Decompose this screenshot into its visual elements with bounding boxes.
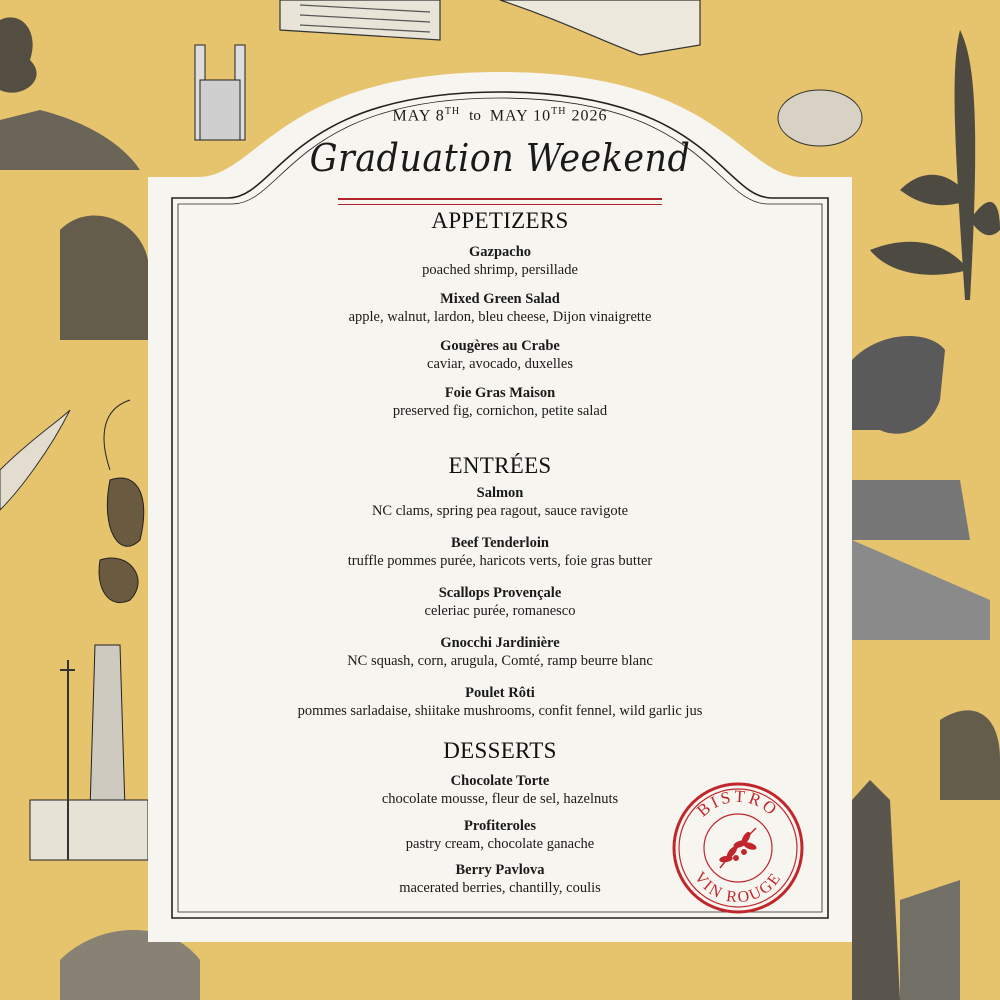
menu-item-name: Berry Pavlova: [455, 862, 545, 878]
menu-item-description: macerated berries, chantilly, coulis: [399, 880, 601, 896]
olive-branch-icon: [720, 828, 757, 868]
menu-item-description: preserved fig, cornichon, petite salad: [392, 403, 608, 419]
start-date: MAY 8: [392, 107, 445, 125]
end-date-suffix: TH: [551, 106, 567, 117]
menu-item-description: caviar, avocado, duxelles: [427, 356, 573, 372]
menu-item-description: truffle pommes purée, haricots verts, foie gras butter: [347, 553, 653, 569]
menu-item-description: celeriac purée, romanesco: [424, 603, 576, 619]
stamp-top-text: BISTRO: [693, 786, 783, 821]
menu-item-name: Foie Gras Maison: [444, 385, 556, 401]
menu-item-description: NC clams, spring pea ragout, sauce ravigote: [371, 503, 629, 519]
menu-item: [148, 584, 852, 620]
menu-item-description: poached shrimp, persillade: [422, 262, 578, 278]
menu-item-name: Beef Tenderloin: [451, 535, 549, 551]
menu-item: [148, 384, 852, 420]
title-divider: [338, 198, 662, 205]
menu-item: [148, 684, 852, 720]
menu-item-description: pommes sarladaise, shiitake mushrooms, confit fennel, wild garlic jus: [297, 703, 703, 719]
menu-item-name: Mixed Green Salad: [440, 291, 560, 307]
menu-item: [148, 484, 852, 520]
event-year: 2026: [571, 107, 608, 125]
tree-illustration-right: [940, 710, 1000, 800]
menu-item: [148, 337, 852, 373]
menu-item-description: chocolate mousse, fleur de sel, hazelnuts: [381, 791, 619, 807]
date-separator: to: [469, 108, 481, 125]
menu-item-name: Chocolate Torte: [450, 773, 550, 789]
menu-item-description: NC squash, corn, arugula, Comté, ramp beurre blanc: [347, 653, 653, 669]
section-title-appetizers: APPETIZERS: [431, 208, 569, 233]
menu-item-name: Salmon: [476, 485, 524, 501]
start-date-suffix: TH: [444, 106, 461, 117]
menu-item: [148, 243, 852, 279]
stamp-bottom-text: VIN ROUGE: [690, 868, 786, 907]
page-title: Graduation Weekend: [309, 136, 691, 180]
menu-item-name: Gazpacho: [468, 244, 532, 260]
section-title-desserts: DESSERTS: [443, 738, 557, 763]
menu-item: [148, 634, 852, 670]
menu-item-description: apple, walnut, lardon, bleu cheese, Dijon vinaigrette: [348, 309, 652, 325]
menu-item-name: Gougères au Crabe: [440, 338, 560, 354]
bistro-vin-rouge-stamp-logo: [670, 780, 806, 916]
menu-item-name: Profiteroles: [464, 818, 536, 834]
menu-item-name: Gnocchi Jardinière: [440, 635, 560, 651]
section-title-entrees: ENTRÉES: [448, 453, 552, 478]
end-date: MAY 10: [489, 107, 552, 125]
menu-item-name: Scallops Provençale: [438, 585, 562, 601]
menu-item: [148, 290, 852, 326]
menu-item-description: pastry cream, chocolate ganache: [405, 836, 595, 852]
house-illustration: [60, 216, 148, 340]
menu-item-name: Poulet Rôti: [465, 685, 535, 701]
menu-item: [148, 534, 852, 570]
event-dates: [148, 106, 852, 125]
